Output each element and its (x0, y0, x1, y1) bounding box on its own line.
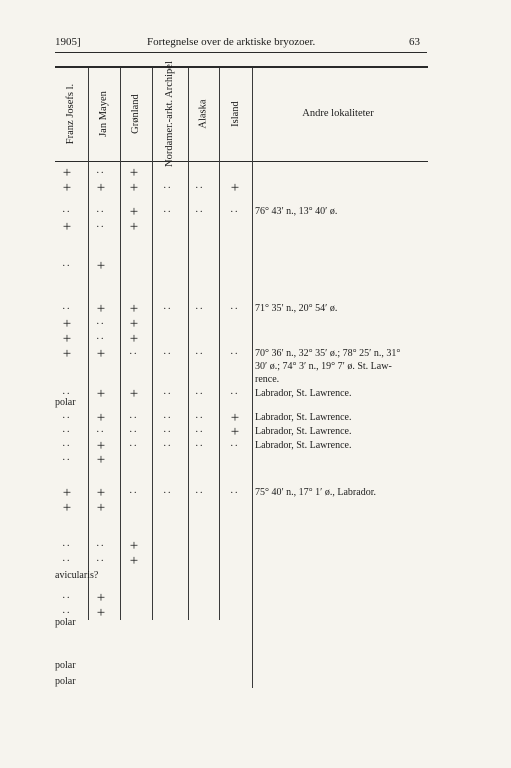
column-header (152, 61, 188, 167)
absence-dots: .. (195, 410, 205, 421)
volume-year: 1905] (55, 36, 81, 48)
presence-mark: + (62, 180, 72, 196)
absence-dots: .. (62, 438, 72, 449)
locality-text: 70° 36′ n., 32° 35′ ø.; 78° 25′ n., 31° (255, 348, 401, 359)
andre-lokaliteter-header: Andre lokaliteter (302, 108, 374, 119)
absence-dots: .. (96, 424, 106, 435)
absence-dots: .. (163, 410, 173, 421)
absence-dots: .. (230, 301, 240, 312)
absence-dots: .. (230, 438, 240, 449)
absence-dots: .. (163, 346, 173, 357)
absence-dots: .. (195, 204, 205, 215)
presence-mark: + (129, 386, 139, 402)
absence-dots: .. (195, 438, 205, 449)
absence-dots: .. (96, 165, 106, 176)
absence-dots: .. (195, 386, 205, 397)
running-title: Fortegnelse over de arktiske bryozoer. (147, 36, 316, 48)
absence-dots: .. (230, 386, 240, 397)
presence-mark: + (129, 331, 139, 347)
absence-dots: .. (230, 485, 240, 496)
presence-mark: + (129, 316, 139, 332)
presence-mark: + (62, 316, 72, 332)
presence-mark: + (96, 485, 106, 501)
absence-dots: .. (62, 258, 72, 269)
absence-dots: .. (195, 346, 205, 357)
presence-mark: + (129, 553, 139, 569)
presence-mark: + (96, 180, 106, 196)
header-rule (55, 52, 427, 53)
column-header (88, 68, 120, 160)
absence-dots: .. (195, 180, 205, 191)
presence-mark: + (62, 485, 72, 501)
absence-dots: .. (163, 438, 173, 449)
absence-dots: .. (62, 590, 72, 601)
column-header-label: Franz Josefs l. (65, 83, 77, 145)
column-header-label: Nordamer.-arkt. Archipel (163, 61, 175, 167)
column-rule (252, 68, 253, 688)
presence-mark: + (96, 605, 106, 621)
presence-mark: + (129, 538, 139, 554)
presence-mark: + (96, 386, 106, 402)
margin-note: polar (55, 617, 76, 628)
locality-text: rence. (255, 374, 280, 385)
absence-dots: .. (129, 424, 139, 435)
presence-mark: + (96, 438, 106, 454)
locality-text: Labrador, St. Lawrence. (255, 388, 352, 399)
absence-dots: .. (129, 485, 139, 496)
absence-dots: .. (129, 438, 139, 449)
presence-mark: + (129, 180, 139, 196)
presence-mark: + (230, 424, 240, 440)
absence-dots: .. (195, 301, 205, 312)
absence-dots: .. (62, 605, 72, 616)
presence-mark: + (230, 180, 240, 196)
absence-dots: .. (62, 410, 72, 421)
running-header (0, 36, 511, 52)
absence-dots: .. (163, 485, 173, 496)
presence-mark: + (129, 165, 139, 181)
presence-mark: + (96, 346, 106, 362)
locality-text: Labrador, St. Lawrence. (255, 426, 352, 437)
absence-dots: .. (230, 346, 240, 357)
absence-dots: .. (96, 219, 106, 230)
absence-dots: .. (96, 331, 106, 342)
locality-text: Labrador, St. Lawrence. (255, 440, 352, 451)
page-number: 63 (409, 36, 420, 48)
absence-dots: .. (62, 452, 72, 463)
column-header (188, 68, 219, 160)
absence-dots: .. (163, 180, 173, 191)
column-header-label: Jan Mayen (97, 91, 109, 137)
absence-dots: .. (129, 410, 139, 421)
presence-mark: + (62, 500, 72, 516)
column-header-label: Island (229, 101, 241, 127)
margin-note: polar (55, 397, 76, 408)
absence-dots: .. (96, 204, 106, 215)
absence-dots: .. (163, 386, 173, 397)
presence-mark: + (96, 590, 106, 606)
absence-dots: .. (230, 204, 240, 215)
locality-text: 30′ ø.; 74° 3′ n., 19° 7′ ø. St. Law- (255, 361, 392, 372)
column-header (55, 68, 88, 160)
column-header (120, 68, 152, 160)
absence-dots: .. (62, 538, 72, 549)
locality-text: Labrador, St. Lawrence. (255, 412, 352, 423)
presence-mark: + (96, 500, 106, 516)
presence-mark: + (230, 410, 240, 426)
presence-mark: + (62, 165, 72, 181)
presence-mark: + (62, 331, 72, 347)
locality-text: 71° 35′ n., 20° 54′ ø. (255, 303, 338, 314)
presence-mark: + (96, 410, 106, 426)
absence-dots: .. (62, 301, 72, 312)
presence-mark: + (62, 219, 72, 235)
absence-dots: .. (163, 301, 173, 312)
absence-dots: .. (195, 424, 205, 435)
absence-dots: .. (96, 538, 106, 549)
presence-mark: + (96, 452, 106, 468)
presence-mark: + (96, 301, 106, 317)
locality-text: 75° 40′ n., 17° 1′ ø., Labrador. (255, 487, 376, 498)
table-head-rule (55, 161, 428, 162)
absence-dots: .. (96, 316, 106, 327)
absence-dots: .. (195, 485, 205, 496)
absence-dots: .. (163, 204, 173, 215)
absence-dots: .. (62, 553, 72, 564)
absence-dots: .. (62, 424, 72, 435)
absence-dots: .. (96, 553, 106, 564)
column-header-label: Grønland (129, 94, 141, 134)
absence-dots: .. (163, 424, 173, 435)
column-header-label: Alaska (197, 99, 209, 129)
locality-text: 76° 43′ n., 13° 40′ ø. (255, 206, 338, 217)
presence-mark: + (129, 204, 139, 220)
absence-dots: .. (62, 204, 72, 215)
presence-mark: + (96, 258, 106, 274)
presence-mark: + (129, 301, 139, 317)
margin-note: polar (55, 676, 76, 687)
presence-mark: + (62, 346, 72, 362)
column-header (219, 68, 252, 160)
margin-note: polar (55, 660, 76, 671)
presence-mark: + (129, 219, 139, 235)
absence-dots: .. (129, 346, 139, 357)
margin-note: avicularis? (55, 570, 99, 581)
absence-dots: .. (62, 386, 72, 397)
